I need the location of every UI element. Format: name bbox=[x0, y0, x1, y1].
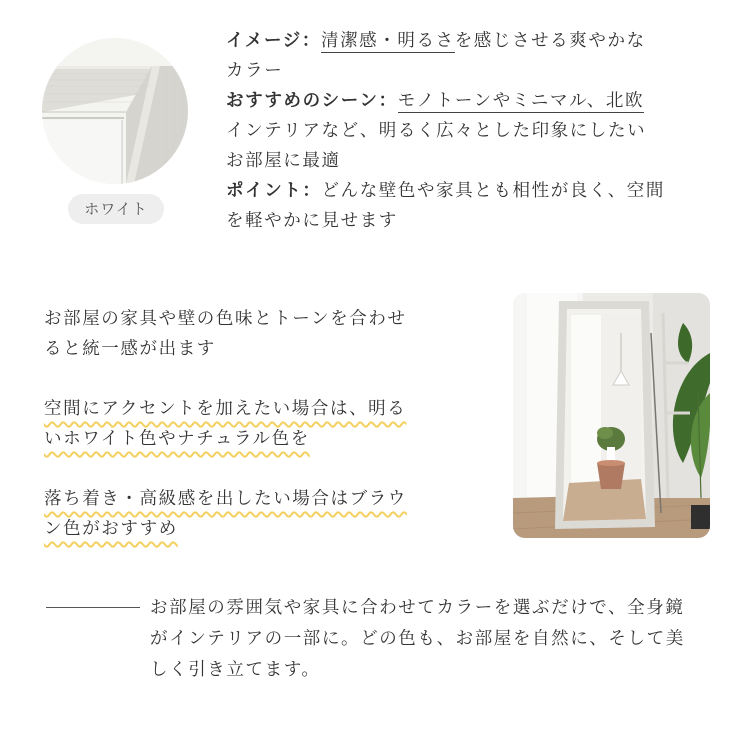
footer-text bbox=[150, 593, 725, 686]
scene-label: おすすめのシーン： bbox=[226, 91, 398, 111]
tip-line-highlight: 落ち着き・高級感を出したい場合はブラウ bbox=[44, 489, 407, 509]
tip-line-highlight: いホワイト色やナチュラル色を bbox=[44, 429, 310, 449]
color-name-badge: ホワイト bbox=[68, 194, 164, 224]
color-description bbox=[226, 26, 726, 236]
point-label: ポイント： bbox=[226, 181, 322, 201]
point-row-2: を軽やかに見せます bbox=[226, 211, 398, 231]
color-swatch bbox=[42, 38, 190, 218]
tip-line: ると統一感が出ます bbox=[44, 339, 216, 359]
scene-value: モノトーンやミニマル、北欧 bbox=[397, 91, 645, 111]
image-value: 清潔感・明るさ bbox=[320, 31, 455, 51]
scene-row-3: お部屋に最適 bbox=[226, 151, 341, 171]
image-row bbox=[226, 26, 726, 56]
tip-item bbox=[44, 484, 484, 544]
tip-line-highlight: ン色がおすすめ bbox=[44, 519, 178, 539]
footer-line: お部屋の雰囲気や家具に合わせてカラーを選ぶだけで、全身鏡 bbox=[150, 598, 685, 618]
tip-line: お部屋の家具や壁の色味とトーンを合わせ bbox=[44, 309, 407, 329]
scene-row-2: インテリアなど、明るく広々とした印象にしたい bbox=[226, 121, 647, 141]
image-rest: を感じさせる爽やかな bbox=[454, 31, 646, 51]
footer-line: がインテリアの一部に。どの色も、お部屋を自然に、そして美 bbox=[150, 629, 685, 649]
image-label: イメージ： bbox=[226, 31, 321, 51]
white-frame-closeup bbox=[42, 38, 188, 184]
frame-corner-image bbox=[42, 38, 188, 184]
mirror-room-image bbox=[513, 293, 710, 538]
scene-row bbox=[226, 86, 726, 116]
image-row-2: カラー bbox=[226, 61, 284, 81]
tip-item bbox=[44, 304, 484, 364]
tip-item bbox=[44, 394, 484, 454]
footer-rule bbox=[46, 607, 140, 608]
color-tips bbox=[44, 304, 484, 574]
room-photo bbox=[513, 293, 710, 538]
footer-line: しく引き立てます。 bbox=[150, 660, 321, 680]
point-rest: どんな壁色や家具とも相性が良く、空間 bbox=[321, 181, 665, 201]
tip-line-highlight: 空間にアクセントを加えたい場合は、明る bbox=[44, 399, 407, 419]
point-row bbox=[226, 176, 726, 206]
